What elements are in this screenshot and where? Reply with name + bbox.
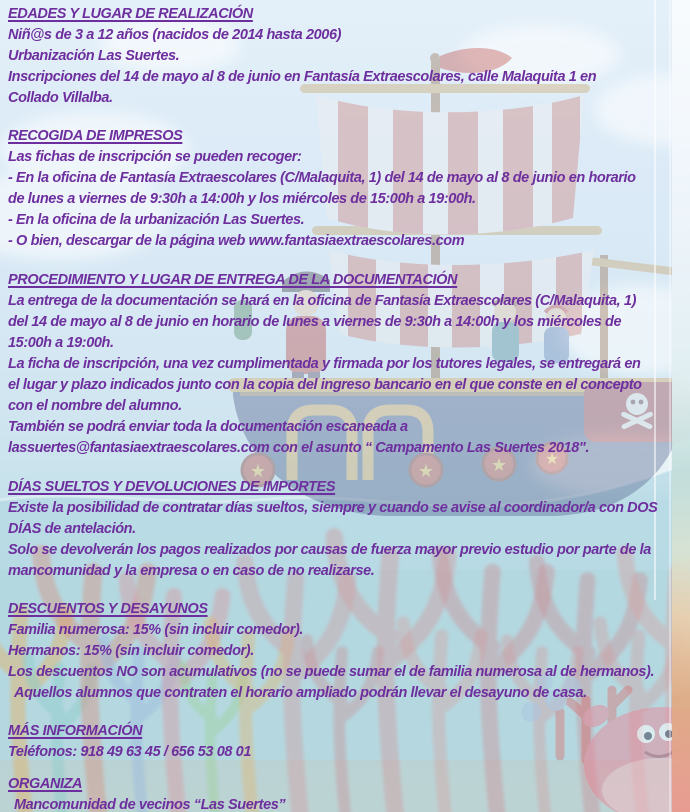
text-line: - O bien, descargar de la página web www.fantasiaextraescolares.com — [8, 233, 465, 249]
section-edades-y-lugar — [8, 4, 690, 109]
text-line: con el nombre del alumno. — [8, 398, 182, 414]
text-line: La ficha de inscripción, una vez cumplimentada y firmada por los tutores legales, se entregará en — [8, 356, 641, 372]
section-dias-sueltos — [8, 477, 690, 582]
text-line: Aquellos alumnos que contraten el horario ampliado podrán llevar el desayuno de casa. — [14, 685, 587, 701]
text-line-organiza: Mancomunidad de vecinos “Las Suertes” — [14, 797, 286, 812]
text-line: Los descuentos NO son acumulativos (no se puede sumar el de familia numerosa al de hermanos). — [8, 664, 655, 680]
heading-organiza: ORGANIZA — [8, 776, 83, 792]
section-organiza — [8, 774, 690, 812]
heading-descuentos: DESCUENTOS Y DESAYUNOS — [8, 601, 208, 617]
svg-text:★: ★ — [544, 451, 560, 468]
heading-procedimiento: PROCEDIMIENTO Y LUGAR DE ENTREGA DE LA DOCUMENTACIÓN — [8, 272, 458, 288]
text-line: Inscripciones del 14 de mayo al 8 de junio en Fantasía Extraescolares, calle Malaquita 1 en — [8, 69, 597, 85]
text-line: de lunes a viernes de 9:30h a 14:00h y los miércoles de 15:00h a 19:00h. — [8, 191, 476, 207]
text-line: mancomunidad y la empresa o en caso de no realizarse. — [8, 563, 375, 579]
text-line: Hermanos: 15% (sin incluir comedor). — [8, 643, 254, 659]
heading-dias-sueltos: DÍAS SUELTOS Y DEVOLUCIONES DE IMPORTES — [8, 479, 336, 495]
heading-mas-informacion: MÁS INFORMACIÓN — [8, 723, 143, 739]
text-line-telefonos: Teléfonos: 918 49 63 45 / 656 53 08 01 — [8, 744, 252, 760]
svg-text:★: ★ — [417, 461, 435, 481]
svg-text:★: ★ — [249, 461, 267, 481]
text-line: Existe la posibilidad de contratar días sueltos, siempre y cuando se avise al coordinador/a con DOS — [8, 500, 658, 516]
text-line: También se podrá enviar toda la documentación escaneada a — [8, 419, 408, 435]
text-line: La entrega de la documentación se hará en la oficina de Fantasía Extraescolares (C/Malaquita, 1) — [8, 293, 637, 309]
text-line: 15:00h a 19:00h. — [8, 335, 114, 351]
section-descuentos-desayunos — [8, 599, 690, 704]
text-line: DÍAS de antelación. — [8, 521, 136, 537]
section-recogida-impresos — [8, 126, 690, 252]
flyer-text — [8, 0, 690, 812]
text-line: Las fichas de inscripción se pueden recoger: — [8, 149, 302, 165]
text-line: Familia numerosa: 15% (sin incluir comedor). — [8, 622, 304, 638]
svg-text:★: ★ — [490, 455, 508, 475]
heading-recogida: RECOGIDA DE IMPRESOS — [8, 128, 183, 144]
section-procedimiento-entrega — [8, 270, 690, 459]
text-line: lassuertes@fantasiaextraescolares.com con el asunto “ Campamento Las Suertes 2018". — [8, 440, 589, 456]
section-mas-informacion — [8, 721, 690, 763]
text-line: Niñ@s de 3 a 12 años (nacidos de 2014 hasta 2006) — [8, 27, 342, 43]
heading-edades: EDADES Y LUGAR DE REALIZACIÓN — [8, 6, 253, 22]
text-line: - En la oficina de Fantasía Extraescolares (C/Malaquita, 1) del 14 de mayo al 8 de junio en horario — [8, 170, 636, 186]
text-line: Collado Villalba. — [8, 90, 113, 106]
text-line: Solo se devolverán los pagos realizados por causas de fuerza mayor previo estudio por parte de la — [8, 542, 651, 558]
text-line: del 14 de mayo al 8 de junio en horario de lunes a viernes de 9:30h a 14:00h y los miércoles de — [8, 314, 622, 330]
text-line: Urbanización Las Suertes. — [8, 48, 180, 64]
text-line: - En la oficina de la urbanización Las Suertes. — [8, 212, 305, 228]
text-line: el lugar y plazo indicados junto con la copia del ingreso bancario en el que conste en el concepto — [8, 377, 642, 393]
